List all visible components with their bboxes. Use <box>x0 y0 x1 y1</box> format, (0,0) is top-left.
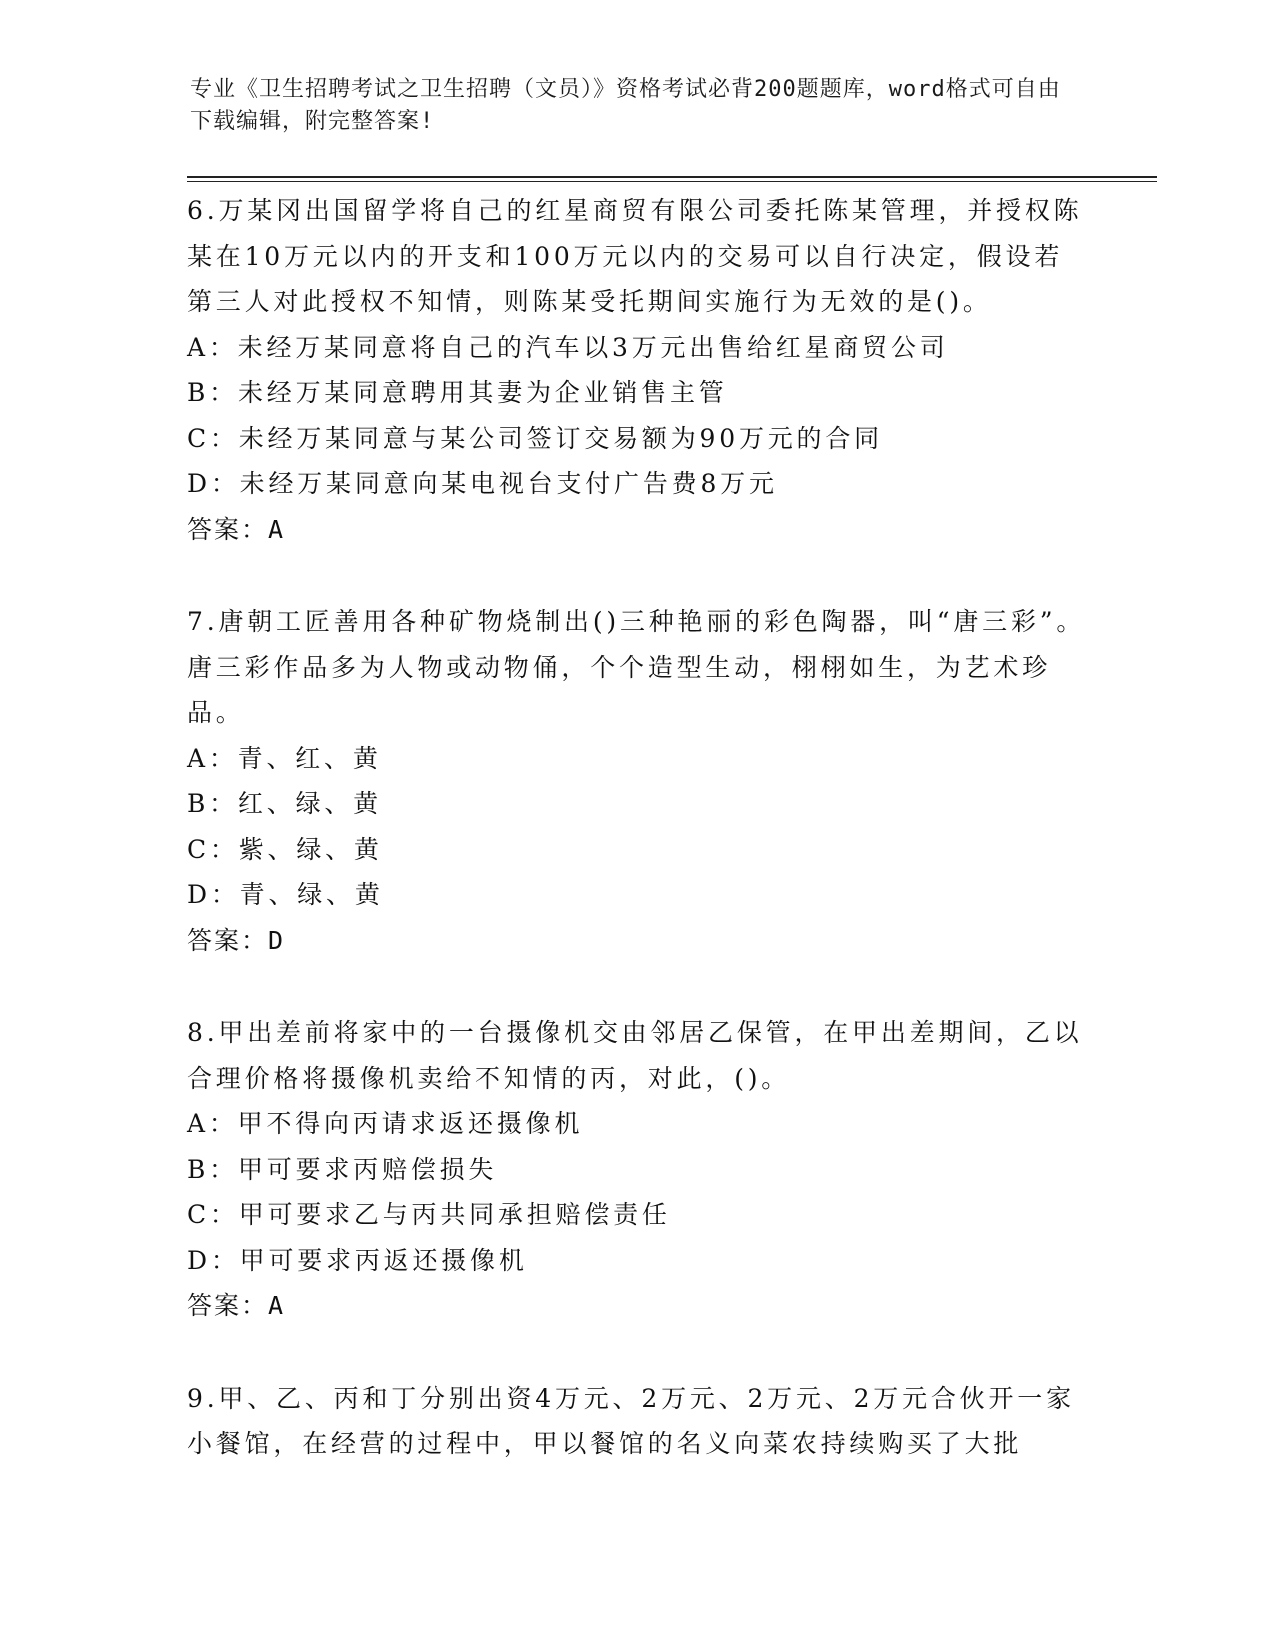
answer-label: 答案：A <box>187 514 286 544</box>
option-c: C：甲可要求乙与丙共同承担赔偿责任 <box>187 1200 671 1229</box>
option-a: A：未经万某同意将自己的汽车以3万元出售给红星商贸公司 <box>187 332 949 362</box>
option-a: A：甲不得向丙请求返还摄像机 <box>187 1109 584 1138</box>
answer-label: 答案：A <box>187 1291 286 1320</box>
option-b: B：甲可要求丙赔偿损失 <box>187 1154 498 1184</box>
header-divider-thin <box>187 181 1157 182</box>
question-stem: 7.唐朝工匠善用各种矿物烧制出()三种艳丽的彩色陶器，叫“唐三彩”。唐三彩作品多为人物或动物俑，个个造型生动，栩栩如生，为艺术珍品。 <box>187 607 1086 727</box>
question-8 <box>187 1010 1087 1329</box>
option-a: A：青、红、黄 <box>187 743 382 773</box>
option-c: C：未经万某同意与某公司签订交易额为90万元的合同 <box>187 423 883 453</box>
question-list <box>187 188 1087 1514</box>
option-c: C：紫、绿、黄 <box>187 834 383 864</box>
option-d: D：甲可要求丙返还摄像机 <box>187 1245 528 1275</box>
option-b: B：红、绿、黄 <box>187 789 382 818</box>
option-d: D：青、绿、黄 <box>187 880 384 909</box>
option-b: B：未经万某同意聘用其妻为企业销售主管 <box>187 378 728 407</box>
question-7 <box>187 599 1087 963</box>
question-stem: 6.万某冈出国留学将自己的红星商贸有限公司委托陈某管理，并授权陈某在10万元以内的开支和100万元以内的交易可以自行决定，假设若第三人对此授权不知情，则陈某受托期间实施行为无效的是()。 <box>187 196 1083 316</box>
option-d: D：未经万某同意向某电视台支付广告费8万元 <box>187 469 778 498</box>
answer-label: 答案：D <box>187 925 286 955</box>
header-divider-thick <box>187 176 1157 178</box>
question-6 <box>187 188 1087 552</box>
question-stem: 9.甲、乙、丙和丁分别出资4万元、2万元、2万元、2万元合伙开一家小餐馆，在经营的过程中，甲以餐馆的名义向菜农持续购买了大批 <box>187 1383 1075 1458</box>
question-9 <box>187 1376 1087 1467</box>
question-stem: 8.甲出差前将家中的一台摄像机交由邻居乙保管，在甲出差期间，乙以合理价格将摄像机卖给不知情的丙，对此，()。 <box>187 1018 1083 1093</box>
document-header: 专业《卫生招聘考试之卫生招聘（文员）》资格考试必背200题题库，word格式可自由下载编辑，附完整答案! <box>190 77 1061 134</box>
